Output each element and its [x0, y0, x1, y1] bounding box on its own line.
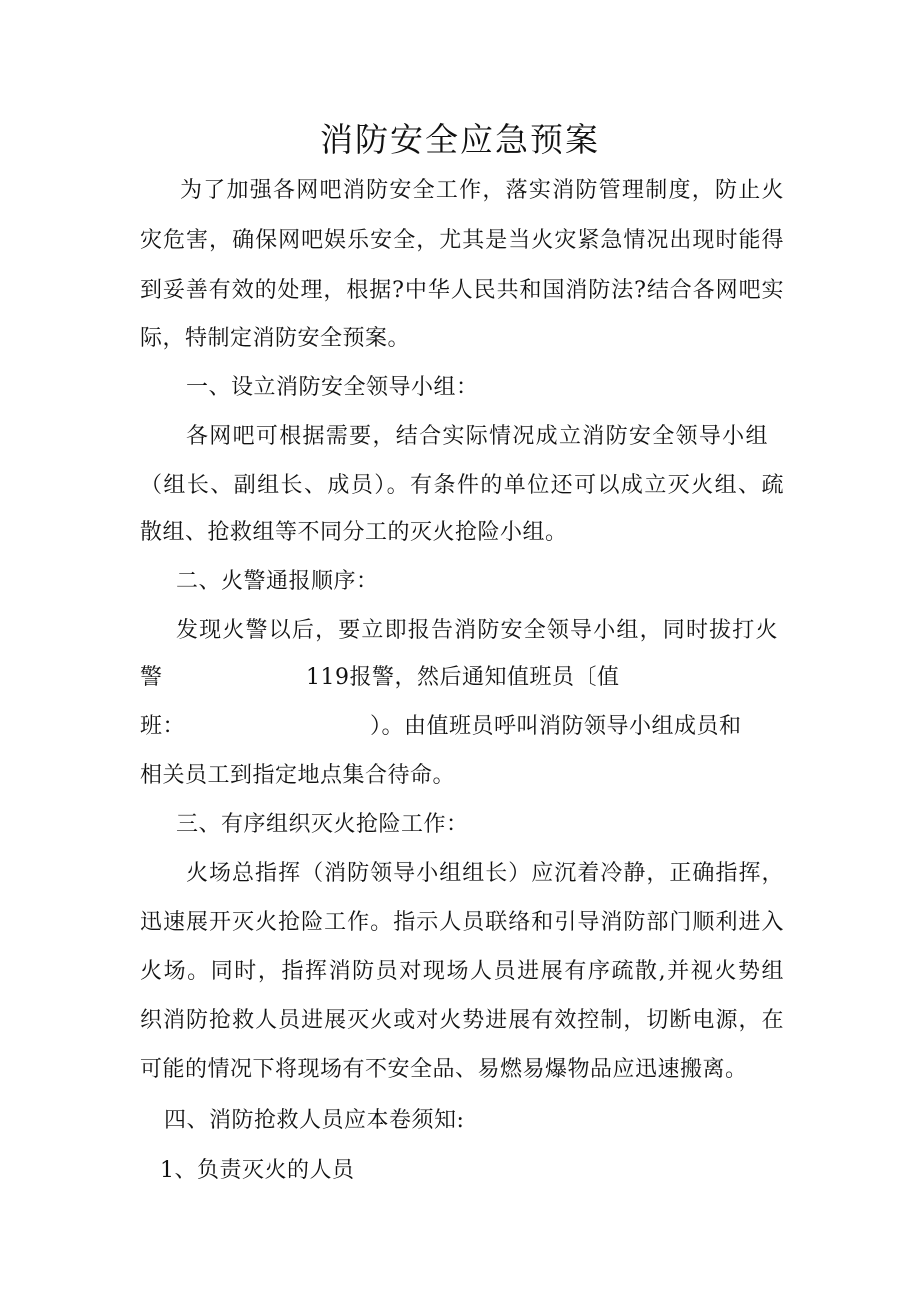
- section2-line-1: 发现火警以后，要立即报告消防安全领导小组，同时拔打火: [176, 618, 778, 643]
- document-title: 消防安全应急预案: [320, 120, 600, 159]
- section1-line-2: （组长、副组长、成员）。有条件的单位还可以成立灭火组、疏: [140, 473, 784, 498]
- section3-line-1: 火场总指挥（消防领导小组组长）应沉着冷静，正确指挥，: [186, 861, 784, 886]
- intro-line-3: 到妥善有效的处理，根据?中华人民共和国消防法?结合各网吧实: [140, 278, 784, 303]
- section3-line-5: 可能的情况下将现场有不安全品、易燃易爆物品应迅速搬离。: [140, 1057, 748, 1082]
- section2-line-2b: 119报警，然后通知值班员〔值: [306, 665, 620, 690]
- section3-heading: 三、有序组织灭火抢险工作：: [176, 812, 469, 837]
- intro-line-2: 灾危害，确保网吧娱乐安全，尤其是当火灾紧急情况出现时能得: [140, 228, 784, 253]
- section3-line-3: 火场。同时，指挥消防员对现场人员进展有序疏散,并视火势组: [140, 959, 784, 984]
- intro-line-4: 际，特制定消防安全预案。: [140, 326, 411, 351]
- section4-item-1: 1、负责灭火的人员: [160, 1158, 355, 1183]
- intro-line-1: 为了加强各网吧消防安全工作，落实消防管理制度，防止火: [180, 178, 784, 203]
- section1-heading: 一、设立消防安全领导小组：: [186, 375, 479, 400]
- section2-line-4: 相关员工到指定地点集合待命。: [140, 763, 456, 788]
- section3-line-2: 迅速展开灭火抢险工作。指示人员联络和引导消防部门顺利进入: [140, 910, 784, 935]
- section4-heading: 四、消防抢救人员应本卷须知:: [164, 1108, 465, 1133]
- section1-line-3: 散组、抢救组等不同分工的灭火抢险小组。: [140, 520, 568, 545]
- section2-line-3a: 班：: [140, 714, 186, 739]
- section2-line-2a: 警: [140, 665, 163, 690]
- section2-line-3b: ）。由值班员呼叫消防领导小组成员和: [370, 714, 742, 739]
- section3-line-4: 织消防抢救人员进展灭火或对火势进展有效控制，切断电源，在: [140, 1008, 784, 1033]
- section1-line-1: 各网吧可根据需要，结合实际情况成立消防安全领导小组: [186, 424, 768, 449]
- section2-heading: 二、火警通报顺序：: [176, 569, 379, 594]
